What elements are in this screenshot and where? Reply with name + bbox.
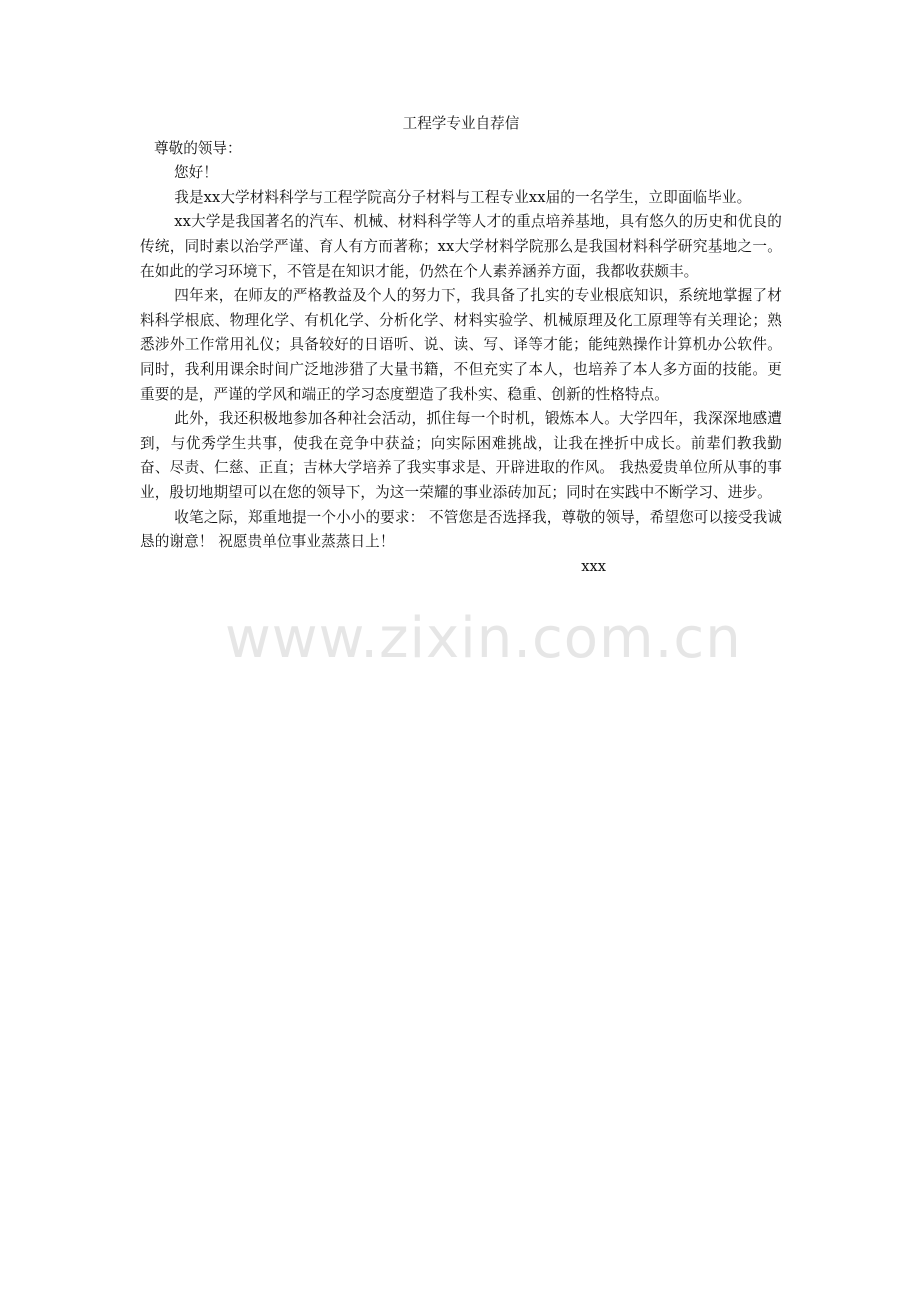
paragraph-university: xx大学是我国著名的汽车、机械、材料科学等人才的重点培养基地，具有悠久的历史和优良的传统，同时素以治学严谨、育人有方而著称；xx大学材料学院那么是我国材料科学研究基地之一。在如此的学习环境下，不管是在知识才能，仍然在个人素养涵养方面，我都收获颇丰。	[140, 213, 782, 280]
watermark-text: www.zixin.com.cn	[225, 606, 742, 671]
salutation: 尊敬的领导：	[154, 139, 242, 157]
greeting: 您好！	[174, 164, 218, 182]
paragraph-activities: 此外，我还积极地参加各种社会活动，抓住每一个时机，锻炼本人。大学四年，我深深地感遭到，与优秀学生共事，使我在竞争中获益；向实际困难挑战，让我在挫折中成长。前辈们教我勤奋、尽责、仁慈、正直；吉林大学培养了我实事求是、开辟进取的作风。 我热爱贵单位所从事的事业，殷切地期望可以在您的领导下，为这一荣耀的事业添砖加瓦；同时在实践中不断学习、进步。	[140, 410, 782, 501]
letter-title: 工程学专业自荐信	[402, 115, 520, 132]
letter-page	[140, 112, 782, 579]
signature: xxx	[581, 557, 606, 575]
paragraph-intro: 我是xx大学材料科学与工程学院高分子材料与工程专业xx届的一名学生，立即面临毕业。	[174, 188, 752, 206]
paragraph-closing: 收笔之际，郑重地提一个小小的要求： 不管您是否选择我，尊敬的领导，希望您可以接受我诚恳的谢意！ 祝愿贵单位事业蒸蒸日上！	[140, 508, 782, 551]
paragraph-study: 四年来，在师友的严格教益及个人的努力下，我具备了扎实的专业根底知识，系统地掌握了材料科学根底、物理化学、有机化学、分析化学、材料实验学、机械原理及化工原理等有关理论；熟悉涉外工作常用礼仪；具备较好的日语听、说、读、写、译等才能；能纯熟操作计算机办公软件。同时，我利用课余时间广泛地涉猎了大量书籍，不但充实了本人，也培养了本人多方面的技能。更重要的是，严谨的学风和端正的学习态度塑造了我朴实、稳重、创新的性格特点。	[140, 287, 782, 403]
